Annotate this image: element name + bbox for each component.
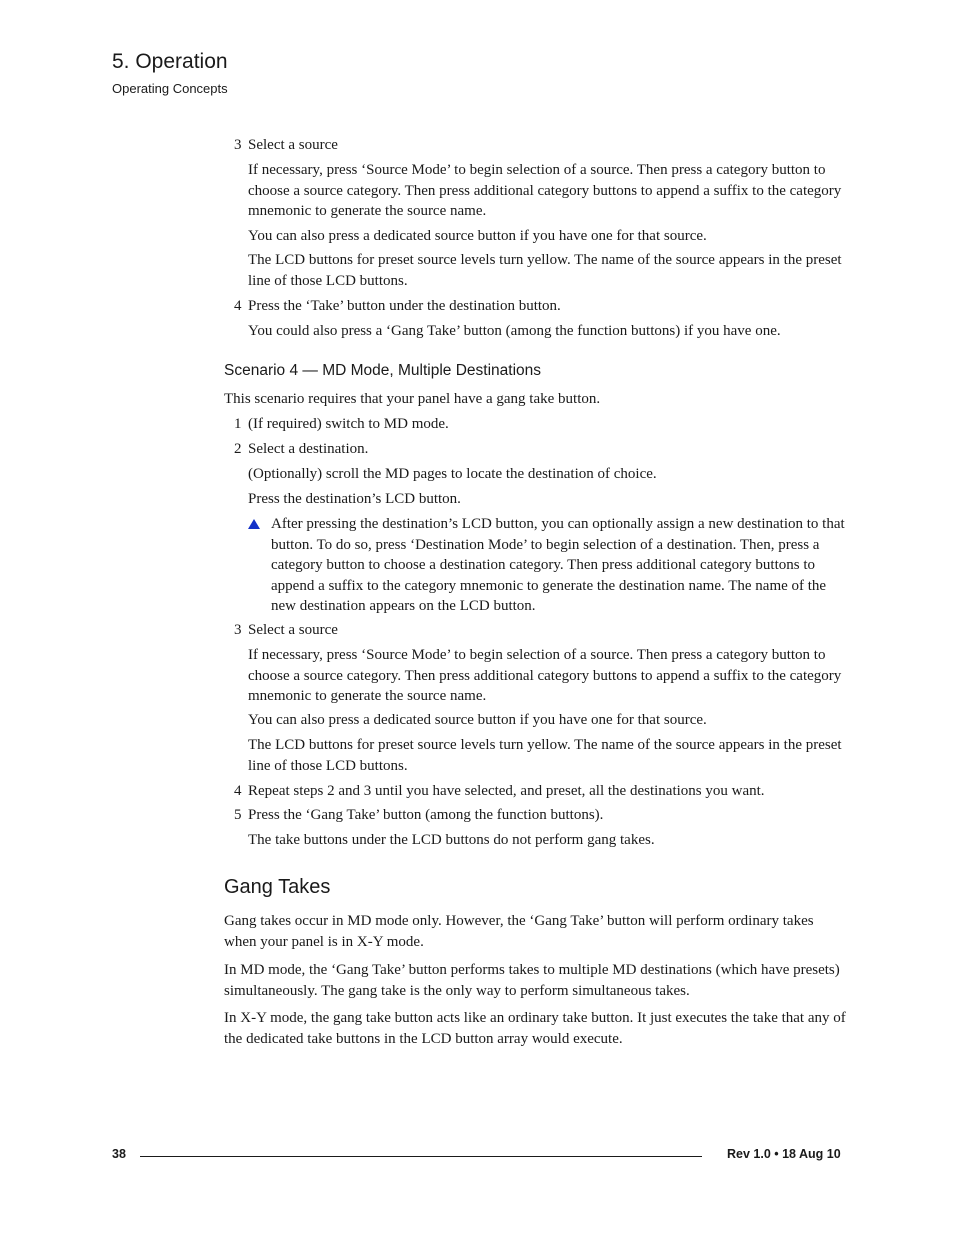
paragraph: You could also press a ‘Gang Take’ button (among the function buttons) if you have one.: [248, 323, 781, 339]
step-title: Press the ‘Gang Take’ button (among the function buttons).: [248, 807, 604, 823]
step-number: 3: [234, 137, 242, 153]
step-title: Select a destination.: [248, 441, 369, 457]
note-text: After pressing the destination’s LCD button, you can optionally assign a new destination to that button. To do so, press ‘Destination Mode’ to begin selection of a destination. Then, press a category button to choose a destination category. Then press additional category buttons to append a suffix to the category mnemonic to generate the destination name. The name of the new destination appears on the LCD button.: [271, 516, 845, 614]
chapter-title: 5. Operation: [112, 50, 228, 73]
step-number: 4: [234, 783, 242, 799]
paragraph: In MD mode, the ‘Gang Take’ button performs takes to multiple MD destinations (which have presets) simultaneously. The gang take is the only way to perform simultaneous takes.: [224, 962, 840, 999]
paragraph: Press the destination’s LCD button.: [248, 491, 461, 507]
step-number: 2: [234, 441, 242, 457]
paragraph: Gang takes occur in MD mode only. However, the ‘Gang Take’ button will perform ordinary takes when your panel is in X-Y mode.: [224, 913, 814, 950]
step-number: 5: [234, 807, 242, 823]
paragraph: The LCD buttons for preset source levels turn yellow. The name of the source appears in the preset line of those LCD buttons.: [248, 252, 842, 289]
step-title: Repeat steps 2 and 3 until you have selected, and preset, all the destinations you want.: [248, 783, 765, 799]
paragraph: You can also press a dedicated source button if you have one for that source.: [248, 712, 707, 728]
step-number: 4: [234, 298, 242, 314]
scenario-heading: Scenario 4 — MD Mode, Multiple Destinations: [224, 362, 542, 379]
paragraph: If necessary, press ‘Source Mode’ to begin selection of a source. Then press a category button to choose a source category. Then press additional category buttons to append a suffix to the category mnemonic to generate the source name.: [248, 162, 842, 219]
gang-takes-heading: Gang Takes: [224, 876, 331, 898]
note-triangle-icon: [248, 519, 260, 529]
paragraph: (Optionally) scroll the MD pages to locate the destination of choice.: [248, 466, 657, 482]
step-title: (If required) switch to MD mode.: [248, 416, 449, 432]
paragraph: The LCD buttons for preset source levels turn yellow. The name of the source appears in the preset line of those LCD buttons.: [248, 737, 842, 774]
paragraph: If necessary, press ‘Source Mode’ to begin selection of a source. Then press a category button to choose a source category. Then press additional category buttons to append a suffix to the category mnemonic to generate the source name.: [248, 647, 842, 704]
step-number: 3: [234, 622, 242, 638]
paragraph: In X-Y mode, the gang take button acts like an ordinary take button. It just executes the take that any of the dedicated take buttons in the LCD button array would execute.: [224, 1010, 846, 1047]
section-title: Operating Concepts: [112, 81, 228, 96]
paragraph: This scenario requires that your panel have a gang take button.: [224, 391, 601, 407]
footer-rule: [140, 1156, 702, 1157]
step-title: Press the ‘Take’ button under the destination button.: [248, 298, 561, 314]
step-number: 1: [234, 416, 242, 432]
paragraph: The take buttons under the LCD buttons do not perform gang takes.: [248, 832, 655, 848]
paragraph: You can also press a dedicated source button if you have one for that source.: [248, 228, 707, 244]
step-title: Select a source: [248, 622, 338, 638]
step-title: Select a source: [248, 137, 338, 153]
page-number: 38: [112, 1147, 126, 1161]
revision-label: Rev 1.0 • 18 Aug 10: [727, 1147, 841, 1161]
